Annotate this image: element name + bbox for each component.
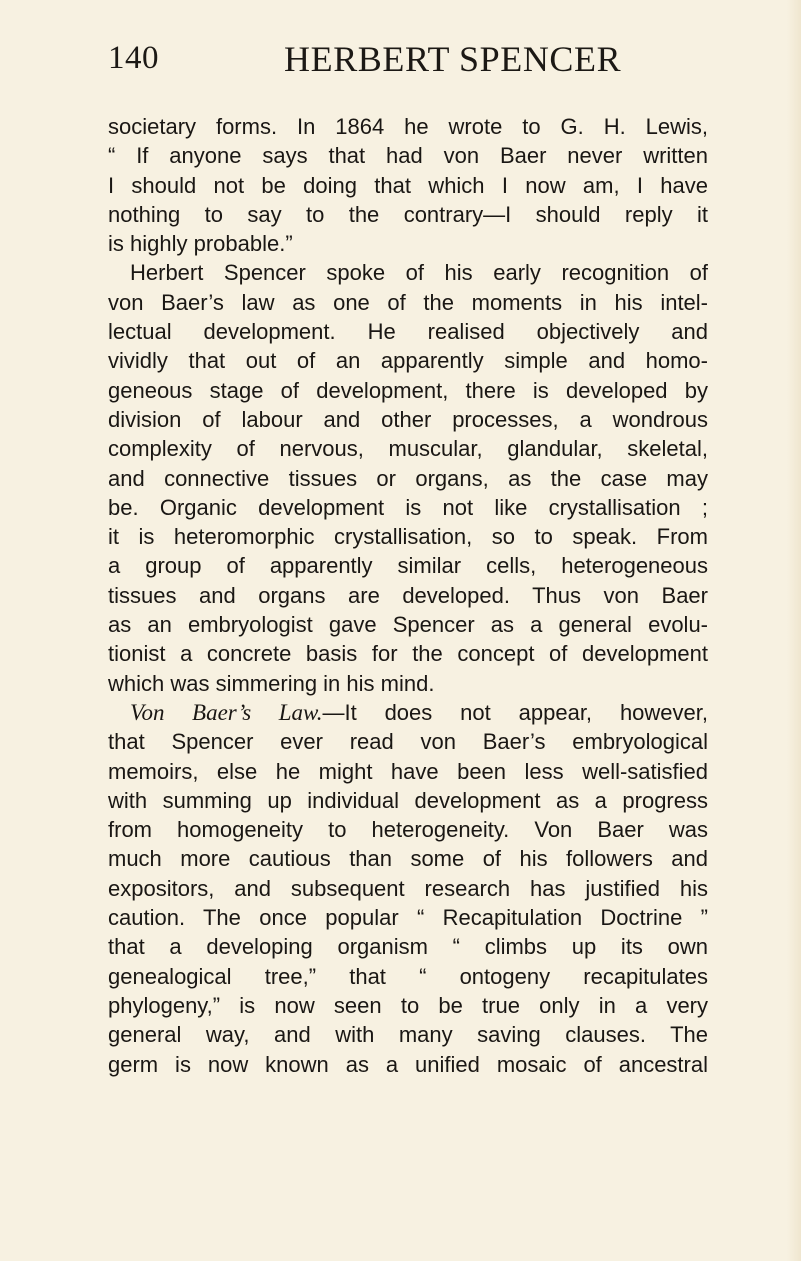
- text-line: that Spencer ever read von Baer’s embryological: [108, 729, 708, 755]
- text-line-with-heading: [108, 698, 708, 727]
- text-line: it is heteromorphic crystallisation, so to speak. From: [108, 524, 708, 550]
- text-line: genealogical tree,” that “ ontogeny recapitulates: [108, 963, 708, 989]
- text-line: lectual development. He realised objectively and: [108, 319, 708, 345]
- text-line: much more cautious than some of his followers and: [108, 846, 708, 872]
- text-line: von Baer’s law as one of the moments in his intel-: [108, 289, 708, 315]
- text-line: geneous stage of development, there is developed by: [108, 377, 708, 403]
- text-line: societary forms. In 1864 he wrote to G. H. Lewis,: [108, 114, 708, 139]
- body-text: [108, 112, 708, 1079]
- text-line: that a developing organism “ climbs up its own: [108, 934, 708, 960]
- text-line: which was simmering in his mind.: [108, 670, 435, 696]
- text-line: caution. The once popular “ Recapitulation Doctrine ”: [108, 905, 708, 931]
- text-line: vividly that out of an apparently simple and homo-: [108, 348, 708, 374]
- text-line: germ is now known as a unified mosaic of ancestral: [108, 1051, 708, 1077]
- text-line: is highly probable.”: [108, 231, 293, 257]
- text-line: from homogeneity to heterogeneity. Von Baer was: [108, 817, 708, 843]
- text-line: a group of apparently similar cells, heterogeneous: [108, 553, 708, 579]
- text-line: nothing to say to the contrary—I should reply it: [108, 201, 708, 227]
- running-title: HERBERT SPENCER: [284, 39, 622, 79]
- section-heading: Von Baer’s Law.: [130, 699, 323, 725]
- text-line: Herbert Spencer spoke of his early recognition of: [130, 260, 708, 286]
- page-header: [108, 38, 708, 82]
- text-line: division of labour and other processes, a wondrous: [108, 406, 708, 432]
- text-line: with summing up individual development as a progress: [108, 787, 708, 813]
- text-line: tissues and organs are developed. Thus von Baer: [108, 582, 708, 608]
- text-line: “ If anyone says that had von Baer never written: [108, 143, 708, 169]
- text-line: complexity of nervous, muscular, glandular, skeletal,: [108, 436, 708, 462]
- text-line: tionist a concrete basis for the concept of development: [108, 641, 708, 667]
- page-number: 140: [108, 40, 159, 76]
- text-line: phylogeny,” is now seen to be true only in a very: [108, 992, 708, 1018]
- page-edge-shadow: [787, 0, 801, 1261]
- text-line: I should not be doing that which I now am, I have: [108, 172, 708, 198]
- text-line: be. Organic development is not like crystallisation ;: [108, 494, 708, 520]
- text-line: general way, and with many saving clauses. The: [108, 1022, 708, 1048]
- text-line: as an embryologist gave Spencer as a general evolu-: [108, 612, 708, 638]
- text-line: expositors, and subsequent research has justified his: [108, 875, 708, 901]
- text-line: memoirs, else he might have been less well-satisfied: [108, 758, 708, 784]
- text-line-rest: —It does not appear, however,: [322, 699, 708, 725]
- text-line: and connective tissues or organs, as the case may: [108, 465, 708, 491]
